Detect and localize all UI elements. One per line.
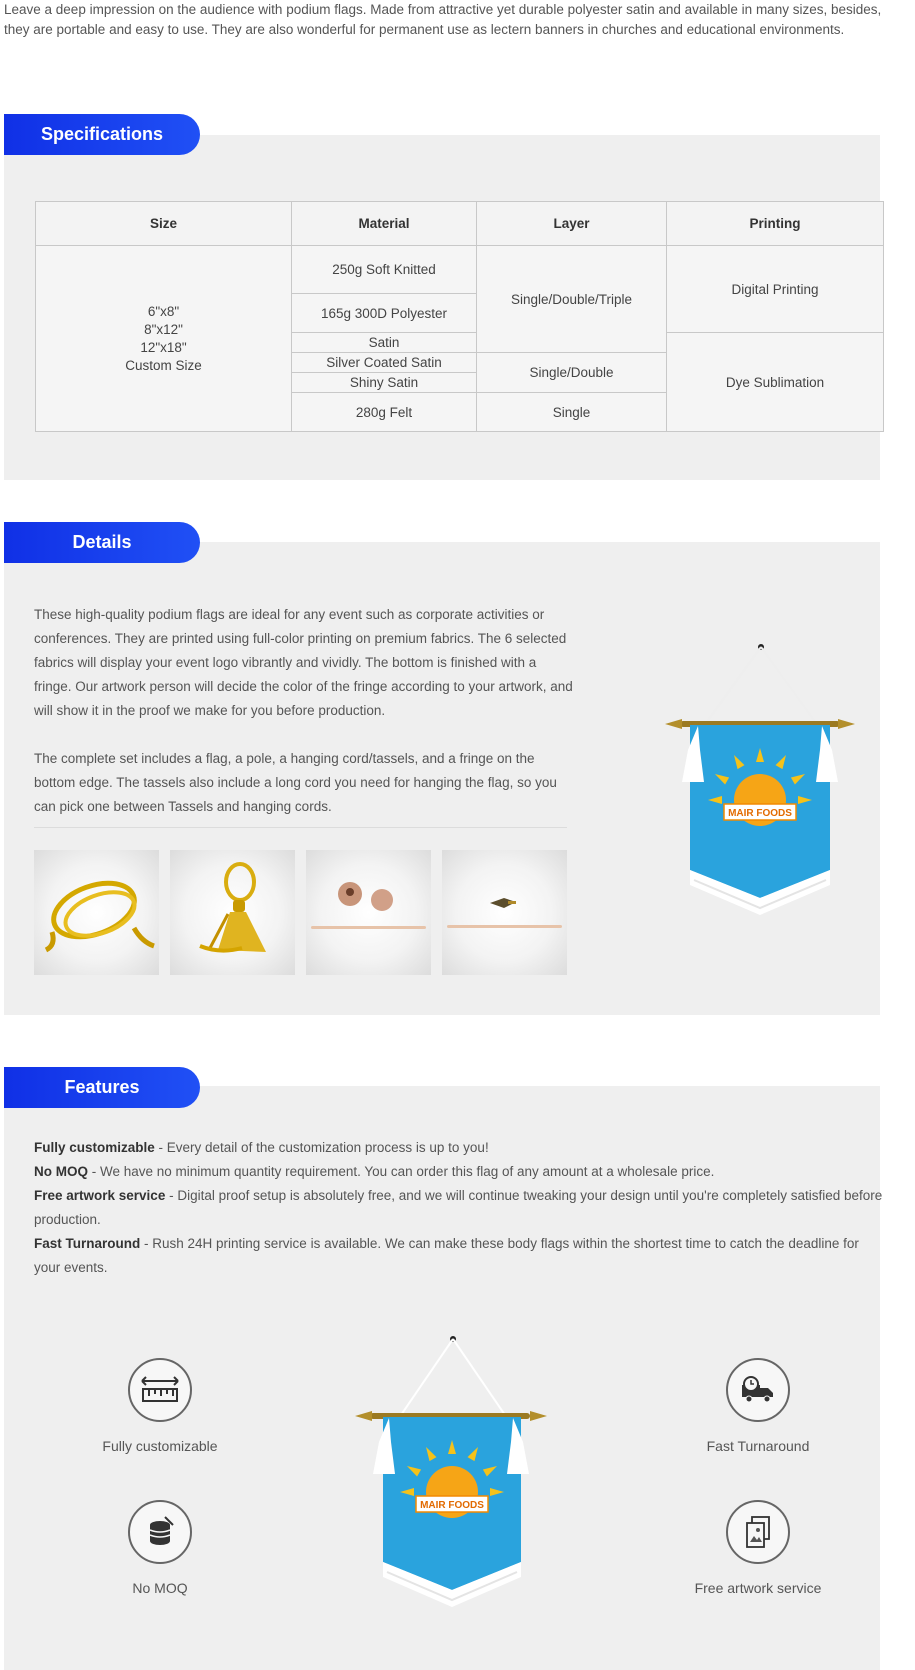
flag-logo-text: MAIR FOODS — [728, 808, 792, 819]
material-cell: 250g Soft Knitted — [292, 246, 477, 294]
feature-no-moq — [60, 1500, 260, 1596]
list-item — [34, 1184, 884, 1232]
details-heading: Details — [4, 522, 200, 563]
delivery-truck-icon — [726, 1358, 790, 1422]
feature-desc: - Digital proof setup is absolutely free, and we will continue tweaking your design until you're completely satisfied before production. — [34, 1188, 883, 1227]
feature-label: Fully customizable — [102, 1438, 218, 1454]
divider — [34, 827, 567, 828]
feature-desc: - We have no minimum quantity requirement. You can order this flag of any amount at a wholesale price. — [88, 1164, 715, 1179]
feature-customizable — [60, 1358, 260, 1454]
feature-title: Free artwork service — [34, 1188, 166, 1203]
layer-cell: Single/Double — [477, 353, 667, 393]
material-cell: Satin — [292, 333, 477, 353]
col-header-layer: Layer — [477, 202, 667, 246]
layer-cell: Single/Double/Triple — [477, 246, 667, 353]
flag-logo-text: MAIR FOODS — [420, 1500, 484, 1511]
size-value: 6"x8" — [147, 303, 180, 319]
ruler-icon — [128, 1358, 192, 1422]
podium-flag-image — [355, 1332, 555, 1612]
printing-cell: Dye Sublimation — [667, 333, 884, 432]
feature-fast-turnaround — [658, 1358, 858, 1454]
podium-flag-image — [660, 640, 860, 920]
list-item — [34, 1160, 884, 1184]
gold-cord-image — [34, 850, 159, 975]
feature-desc: - Rush 24H printing service is available. We can make these body flags within the shortest time to catch the deadline for your events. — [34, 1236, 859, 1275]
pole-end-cap-image — [442, 850, 567, 975]
size-value: Custom Size — [125, 357, 202, 373]
features-list — [34, 1136, 884, 1280]
feature-desc: - Every detail of the customization process is up to you! — [154, 1140, 489, 1155]
feature-label: No MOQ — [132, 1580, 188, 1596]
coin-stack-icon — [128, 1500, 192, 1564]
features-heading: Features — [4, 1067, 200, 1108]
size-value: 8"x12" — [144, 321, 183, 337]
artwork-document-icon — [726, 1500, 790, 1564]
printing-cell: Digital Printing — [667, 246, 884, 333]
feature-label: Free artwork service — [694, 1580, 822, 1596]
material-cell: 280g Felt — [292, 393, 477, 432]
list-item — [34, 1232, 884, 1280]
gold-tassel-image — [170, 850, 295, 975]
table-header-row — [36, 202, 884, 246]
col-header-printing: Printing — [667, 202, 884, 246]
material-cell: Shiny Satin — [292, 373, 477, 393]
wooden-beads-image — [306, 850, 431, 975]
details-paragraph-2: The complete set includes a flag, a pole, a hanging cord/tassels, and a fringe on the bottom edge. The tassels also include a long cord you need for hanging the flag, so you can pick one between Tassels and hanging cords. — [34, 751, 557, 814]
specifications-heading: Specifications — [4, 114, 200, 155]
material-cell: Silver Coated Satin — [292, 353, 477, 373]
size-cell — [36, 246, 292, 432]
feature-title: Fully customizable — [34, 1140, 155, 1155]
col-header-size: Size — [36, 202, 292, 246]
layer-cell: Single — [477, 393, 667, 432]
size-value: 12"x18" — [140, 339, 187, 355]
spec-table — [35, 201, 884, 432]
feature-label: Fast Turnaround — [706, 1438, 810, 1454]
material-cell: 165g 300D Polyester — [292, 294, 477, 333]
feature-free-artwork — [658, 1500, 858, 1596]
details-paragraph-1: These high-quality podium flags are ideal for any event such as corporate activities or conferences. They are printed using full-color printing on premium fabrics. The 6 selected fabrics will display your event logo vibrantly and vividly. The bottom is finished with a fringe. Our artwork person will decide the color of the fringe according to your artwork, and will show it in the proof we make for you before production. — [34, 607, 573, 718]
feature-title: No MOQ — [34, 1164, 88, 1179]
intro-text: Leave a deep impression on the audience with podium flags. Made from attractive yet durable polyester satin and available in many sizes, besides, they are portable and easy to use. They are also wonderful for permanent use as lectern banners in churches and educational environments. — [4, 2, 882, 37]
col-header-material: Material — [292, 202, 477, 246]
feature-title: Fast Turnaround — [34, 1236, 141, 1251]
table-row — [36, 246, 884, 294]
list-item — [34, 1136, 884, 1160]
